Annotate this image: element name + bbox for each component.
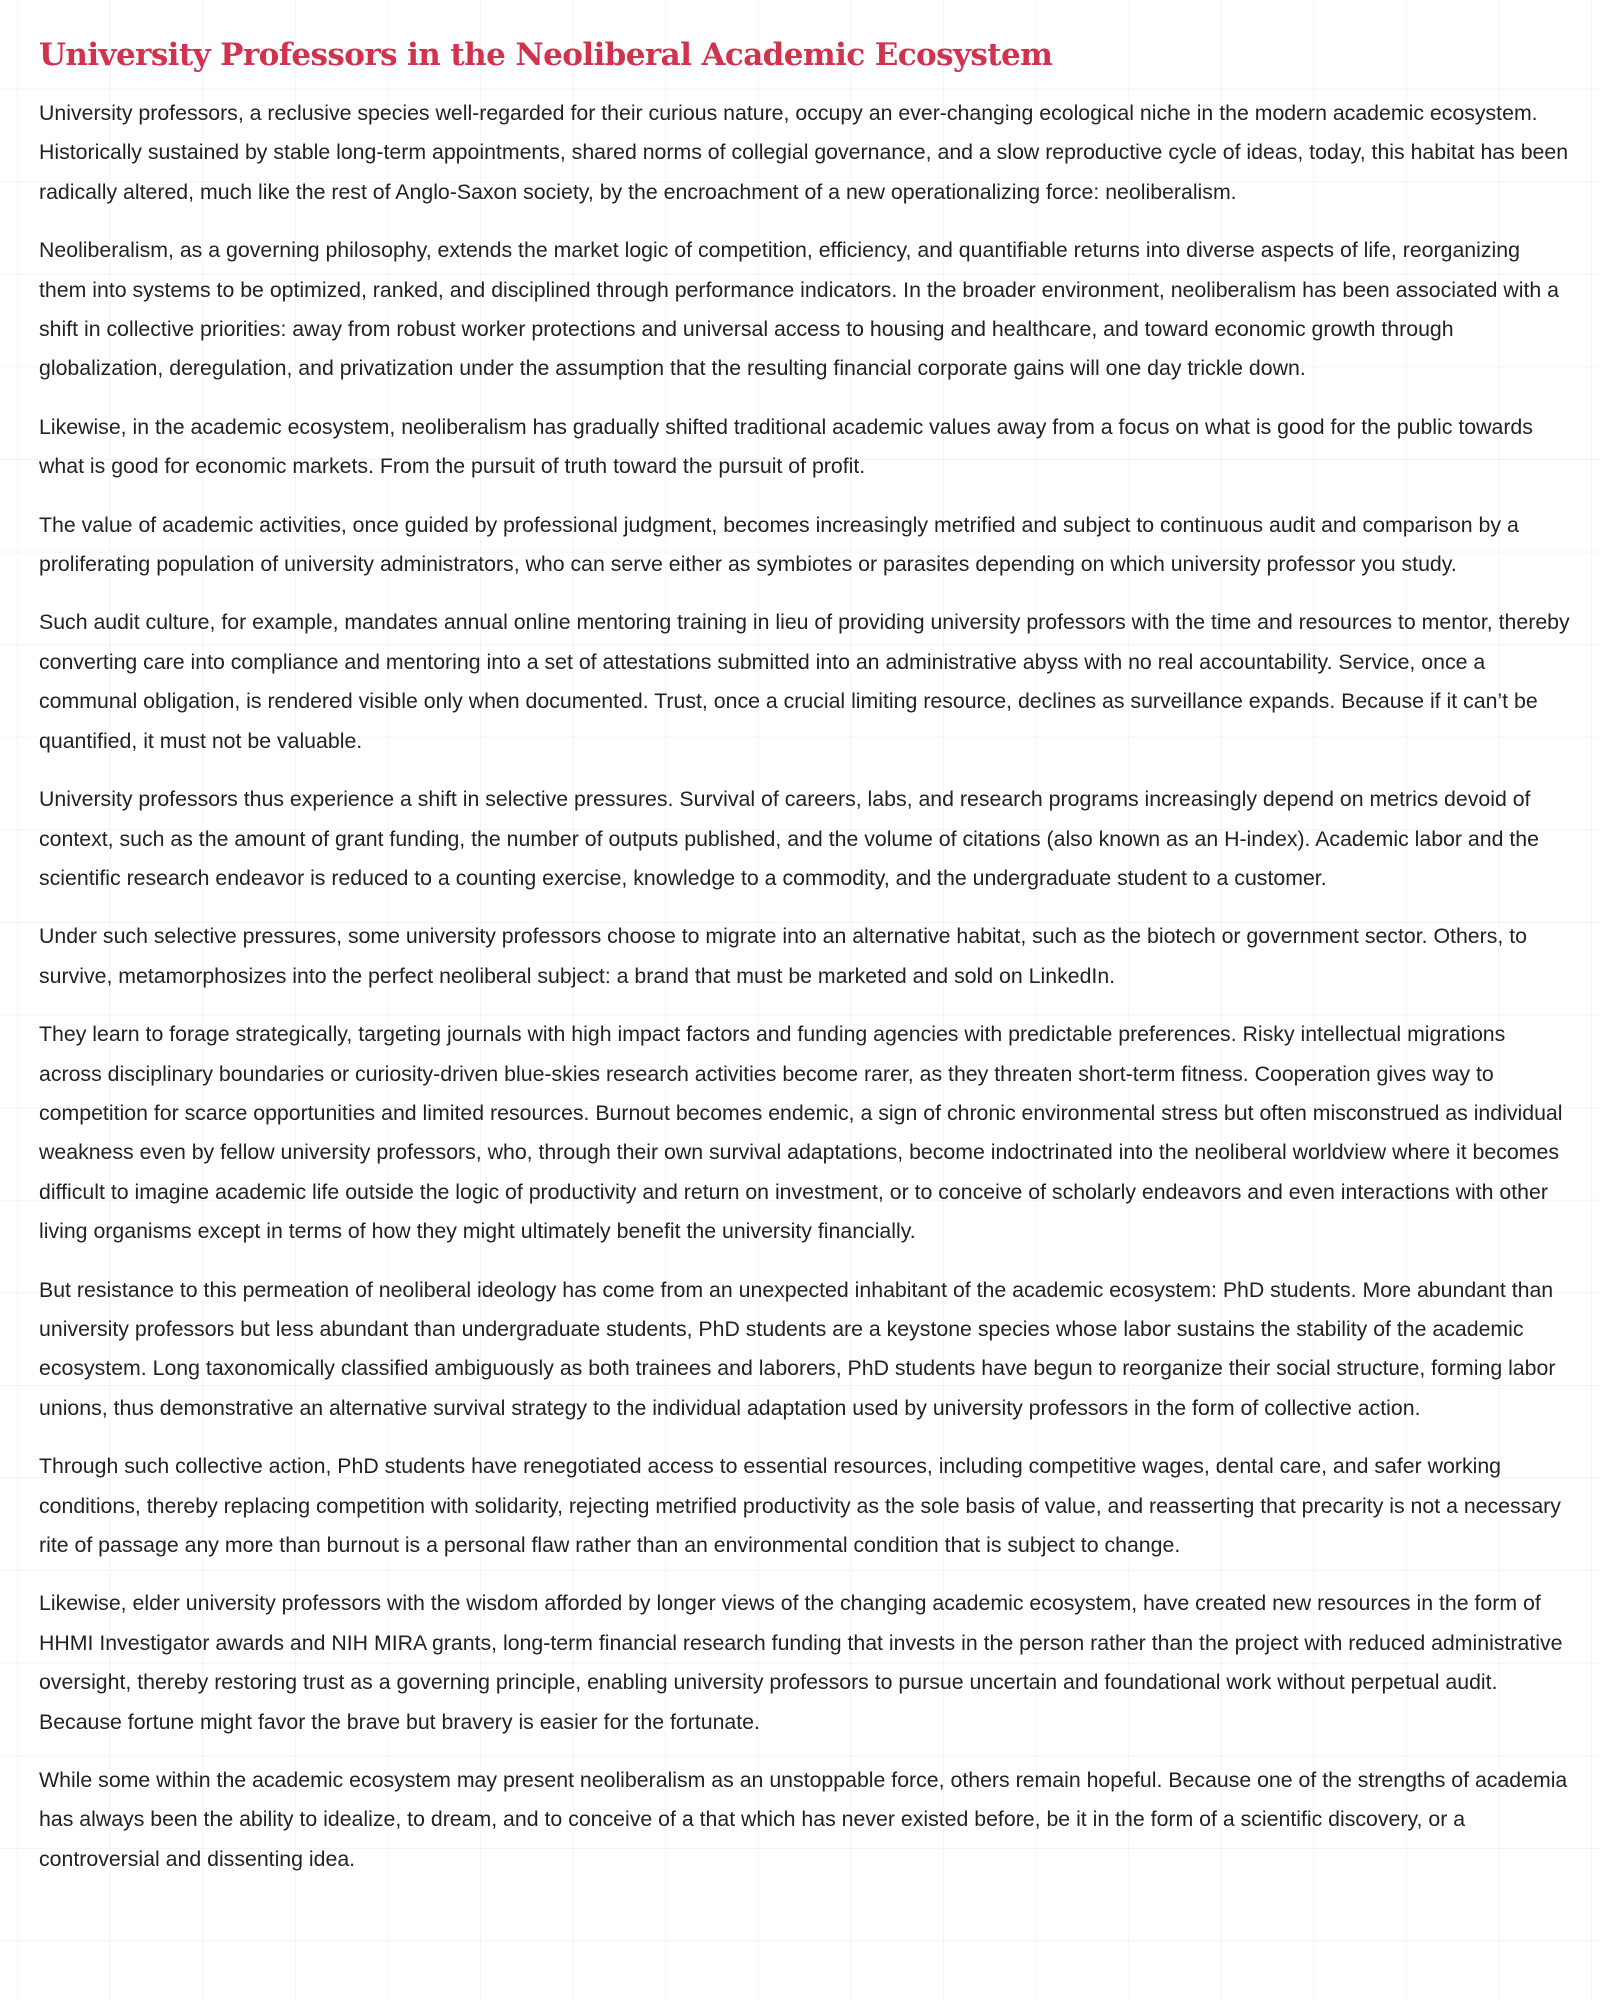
article-title: University Professors in the Neoliberal Academic Ecosystem	[39, 37, 1053, 73]
paragraph-11: Likewise, elder university professors with the wisdom afforded by longer views of the changing academic ecosystem, have created new resources in the form of HHMI Investigator awards and NIH MIRA grants, long-term financial research funding that invests in the person rather than the project with reduced administrative oversight, thereby restoring trust as a governing principle, enabling university professors to pursue uncertain and foundational work without perpetual audit. Because fortune might favor the brave but bravery is easier for the fortunate.	[39, 1591, 1563, 1734]
paragraph-5: Such audit culture, for example, mandates annual online mentoring training in lieu of providing university professors with the time and resources to mentor, thereby converting care into compliance and mentoring into a set of attestations submitted into an administrative abyss with no real accountability. Service, once a communal obligation, is rendered visible only when documented. Trust, once a crucial limiting resource, declines as surveillance expands. Because if it can’t be quantified, it must not be valuable.	[39, 610, 1570, 753]
paragraph-3: Likewise, in the academic ecosystem, neoliberalism has gradually shifted traditional academic values away from a focus on what is good for the public towards what is good for economic markets. From the pursuit of truth toward the pursuit of profit.	[39, 414, 1533, 479]
paragraph-8: They learn to forage strategically, targeting journals with high impact factors and funding agencies with predictable preferences. Risky intellectual migrations across disciplinary boundaries or curiosity-driven blue-skies research activities become rarer, as they threaten short-term fitness. Cooperation gives way to competition for scarce opportunities and limited resources. Burnout becomes endemic, a sign of chronic environmental stress but often misconstrued as individual weakness even by fellow university professors, who, through their own survival adaptations, become indoctrinated into the neoliberal worldview where it becomes difficult to imagine academic life outside the logic of productivity and return on investment, or to conceive of scholarly endeavors and even interactions with other living organisms except in terms of how they might ultimately benefit the university financially.	[39, 1022, 1563, 1244]
paragraph-2: Neoliberalism, as a governing philosophy, extends the market logic of competition, efficiency, and quantifiable returns into diverse aspects of life, reorganizing them into systems to be optimized, ranked, and disciplined through performance indicators. In the broader environment, neoliberalism has been associated with a shift in collective priorities: away from robust worker protections and universal access to housing and healthcare, and toward economic growth through globalization, deregulation, and privatization under the assumption that the resulting financial corporate gains will one day trickle down.	[39, 238, 1560, 381]
paragraph-1: University professors, a reclusive species well-regarded for their curious nature, occupy an ever-changing ecological niche in the modern academic ecosystem. Historically sustained by stable long-term appointments, shared norms of collegial governance, and a slow reproductive cycle of ideas, today, this habitat has been radically altered, much like the rest of Anglo-Saxon society, by the encroachment of a new operationalizing force: neoliberalism.	[39, 101, 1569, 204]
paragraph-6: University professors thus experience a shift in selective pressures. Survival of careers, labs, and research programs increasingly depend on metrics devoid of context, such as the amount of grant funding, the number of outputs published, and the volume of citations (also known as an H-index). Academic labor and the scientific research endeavor is reduced to a counting exercise, knowledge to a commodity, and the undergraduate student to a customer.	[39, 787, 1539, 890]
paragraph-10: Through such collective action, PhD students have renegotiated access to essential resources, including competitive wages, dental care, and safer working conditions, thereby replacing competition with solidarity, rejecting metrified productivity as the sole basis of value, and reasserting that precarity is not a necessary rite of passage any more than burnout is a personal flaw rather than an environmental condition that is subject to change.	[39, 1454, 1561, 1557]
article	[39, 30, 1571, 1898]
paragraph-4: The value of academic activities, once guided by professional judgment, becomes increasingly metrified and subject to continuous audit and comparison by a proliferating population of university administrators, who can serve either as symbiotes or parasites depending on which university professor you study.	[39, 512, 1519, 577]
paragraph-9: But resistance to this permeation of neoliberal ideology has come from an unexpected inhabitant of the academic ecosystem: PhD students. More abundant than university professors but less abundant than undergraduate students, PhD students are a keystone species whose labor sustains the stability of the academic ecosystem. Long taxonomically classified ambiguously as both trainees and laborers, PhD students have begun to reorganize their social structure, forming labor unions, thus demonstrative an alternative survival strategy to the individual adaptation used by university professors in the form of collective action.	[39, 1277, 1556, 1420]
paragraph-12: While some within the academic ecosystem may present neoliberalism as an unstoppable force, others remain hopeful. Because one of the strengths of academia has always been the ability to idealize, to dream, and to conceive of a that which has never existed before, be it in the form of a scientific discovery, or a controversial and dissenting idea.	[39, 1768, 1568, 1871]
paragraph-7: Under such selective pressures, some university professors choose to migrate into an alternative habitat, such as the biotech or government sector. Others, to survive, metamorphosizes into the perfect neoliberal subject: a brand that must be marketed and sold on LinkedIn.	[39, 924, 1527, 988]
